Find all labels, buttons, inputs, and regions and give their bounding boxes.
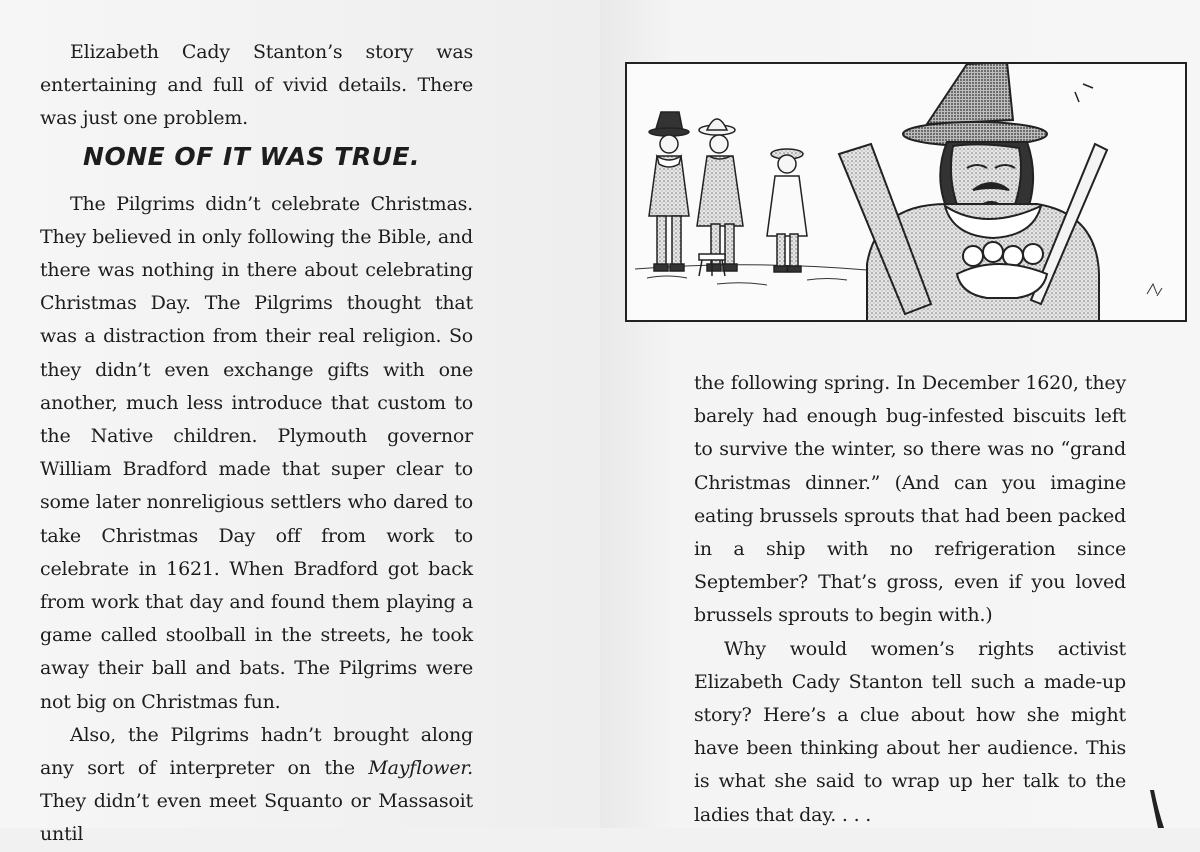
- right-text-column: [694, 367, 1126, 832]
- paragraph-interpreter: Also, the Pilgrims hadn’t brought along any sort of interpreter on the Mayflower. They didn’t even meet Squanto or Massasoit until: [40, 723, 473, 846]
- paragraph-spring: the following spring. In December 1620, they barely had enough bug-infested biscuits left to survive the winter, so there was no “grand Christmas dinner.” (And can you imagine eating brussels sprouts that had been packed in a ship with no refrigeration since September? That’s gross, even if you loved brussels sprouts to begin with.): [694, 372, 1126, 627]
- paragraph-christmas: The Pilgrims didn’t celebrate Christmas. They believed in only following the Bible, and there was nothing in there about celebrating Christmas Day. The Pilgrims thought that was a distraction from their real religion. So they didn’t even exchange gifts with one another, much less introduce that custom to the Native children. Plymouth governor William Bradford made that super clear to some later nonreligious settlers who dared to take Christmas Day off from work to celebrate in 1621. When Bradford got back from work that day and found them playing a game called stoolball in the streets, he took away their ball and bats. The Pilgrims were not big on Christmas fun.: [40, 192, 473, 713]
- pilgrim-figure: [649, 112, 689, 271]
- page-corner-stroke: [1146, 790, 1166, 828]
- ship-name: Mayflower.: [368, 757, 473, 780]
- illustration-panel: [625, 62, 1187, 322]
- pilgrim-figure: [767, 149, 807, 272]
- pilgrims-illustration: [627, 64, 1185, 320]
- paragraph-why: Why would women’s rights activist Elizabeth Cady Stanton tell such a made-up story? Here’s a clue about how she might have been thinking about her audience. This is what she said to wrap up her talk to the ladies that day. . . .: [694, 637, 1126, 826]
- emphasis-marks: [1075, 84, 1093, 102]
- bradford-figure: [839, 64, 1107, 320]
- pilgrim-figure: [697, 119, 743, 271]
- paragraph-intro: Elizabeth Cady Stanton’s story was entertaining and full of vivid details. There was just one problem.: [40, 41, 473, 130]
- left-text-column: [40, 36, 473, 852]
- section-heading: NONE OF IT WAS TRUE.: [83, 141, 420, 171]
